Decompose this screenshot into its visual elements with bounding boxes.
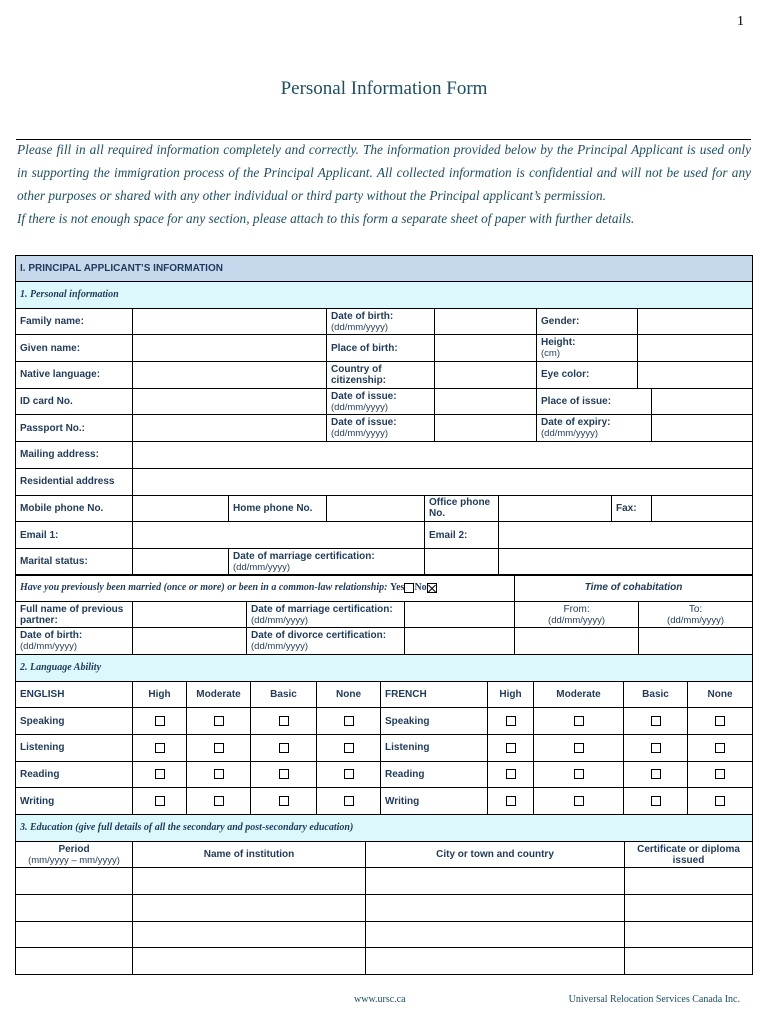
marital-row-blank <box>499 548 753 575</box>
city-field[interactable] <box>366 895 625 922</box>
city-country-header: City or town and country <box>366 841 625 868</box>
english-speaking-label: Speaking <box>16 708 133 735</box>
passport-field[interactable] <box>133 415 327 442</box>
prev-marriage-cert-field[interactable] <box>405 601 515 628</box>
english-speaking-basic-checkbox[interactable] <box>279 716 289 726</box>
mobile-phone-label: Mobile phone No. <box>16 495 133 522</box>
date-of-expiry-field[interactable] <box>652 415 753 442</box>
english-writing-none-checkbox[interactable] <box>344 796 354 806</box>
native-language-label: Native language: <box>16 362 133 389</box>
english-speaking-moderate-checkbox[interactable] <box>214 716 224 726</box>
previous-partner-label: Full name of previous partner: <box>16 601 133 628</box>
certificate-field[interactable] <box>625 948 753 975</box>
passport-label: Passport No.: <box>16 415 133 442</box>
french-writing-label: Writing <box>381 788 488 815</box>
previous-marriage-table <box>15 574 753 655</box>
id-card-field[interactable] <box>133 388 327 415</box>
french-label: FRENCH <box>381 681 488 708</box>
gender-field[interactable] <box>638 308 753 335</box>
english-reading-high-checkbox[interactable] <box>155 769 165 779</box>
institution-field[interactable] <box>133 868 366 895</box>
page-number: 1 <box>737 14 744 29</box>
city-field[interactable] <box>366 921 625 948</box>
family-name-field[interactable] <box>133 308 327 335</box>
certificate-field[interactable] <box>625 921 753 948</box>
french-reading-high-checkbox[interactable] <box>506 769 516 779</box>
prev-dob-label: Date of birth: (dd/mm/yyyy) <box>16 628 133 655</box>
english-basic-label: Basic <box>251 681 317 708</box>
period-field[interactable] <box>16 921 133 948</box>
french-reading-basic-checkbox[interactable] <box>651 769 661 779</box>
language-row-reading <box>16 761 753 788</box>
eye-color-label: Eye color: <box>537 362 638 389</box>
education-row <box>16 948 753 975</box>
home-phone-field[interactable] <box>327 495 425 522</box>
english-none-label: None <box>317 681 381 708</box>
institution-header: Name of institution <box>133 841 366 868</box>
marriage-cert-label: Date of marriage certification: (dd/mm/yyyy) <box>229 548 425 575</box>
english-label: ENGLISH <box>16 681 133 708</box>
country-citizenship-label: Country of citizenship: <box>327 362 435 389</box>
to-field[interactable] <box>639 628 753 655</box>
height-label: Height: (cm) <box>537 335 638 362</box>
french-speaking-basic-checkbox[interactable] <box>651 716 661 726</box>
from-field[interactable] <box>515 628 639 655</box>
office-phone-field[interactable] <box>499 495 612 522</box>
no-checkbox-checked[interactable] <box>427 583 437 593</box>
prev-marriage-cert-label: Date of marriage certification: (dd/mm/yyyy) <box>247 601 405 628</box>
fax-label: Fax: <box>612 495 652 522</box>
french-listening-none-checkbox[interactable] <box>715 743 725 753</box>
intro-paragraph-2: If there is not enough space for any section, please attach to this form a separate sheet of paper with further details. <box>17 211 635 226</box>
french-reading-moderate-checkbox[interactable] <box>574 769 584 779</box>
to-label: To: (dd/mm/yyyy) <box>639 601 753 628</box>
english-writing-moderate-checkbox[interactable] <box>214 796 224 806</box>
french-speaking-high-checkbox[interactable] <box>506 716 516 726</box>
email-2-label: Email 2: <box>425 522 499 549</box>
english-reading-moderate-checkbox[interactable] <box>214 769 224 779</box>
marital-status-label: Marital status: <box>16 548 133 575</box>
french-listening-moderate-checkbox[interactable] <box>574 743 584 753</box>
divorce-cert-label: Date of divorce certification: (dd/mm/yyyy) <box>247 628 405 655</box>
dob-field[interactable] <box>435 308 537 335</box>
native-language-field[interactable] <box>133 362 327 389</box>
french-writing-moderate-checkbox[interactable] <box>574 796 584 806</box>
french-writing-high-checkbox[interactable] <box>506 796 516 806</box>
french-basic-label: Basic <box>624 681 688 708</box>
footer-company: Universal Relocation Services Canada Inc. <box>568 994 740 1005</box>
language-heading: 2. Language Ability <box>16 655 753 682</box>
from-label: From: (dd/mm/yyyy) <box>515 601 639 628</box>
id-card-label: ID card No. <box>16 388 133 415</box>
marriage-cert-field[interactable] <box>425 548 499 575</box>
time-cohabitation-label: Time of cohabitation <box>515 575 753 602</box>
english-high-label: High <box>133 681 187 708</box>
email-1-label: Email 1: <box>16 522 133 549</box>
period-field[interactable] <box>16 948 133 975</box>
english-listening-basic-checkbox[interactable] <box>279 743 289 753</box>
prev-dob-field[interactable] <box>133 628 247 655</box>
english-listening-label: Listening <box>16 735 133 762</box>
period-field[interactable] <box>16 868 133 895</box>
education-heading: 3. Education (give full details of all the secondary and post-secondary education) <box>16 815 753 842</box>
country-citizenship-field[interactable] <box>435 362 537 389</box>
date-of-expiry-label: Date of expiry: (dd/mm/yyyy) <box>537 415 652 442</box>
institution-field[interactable] <box>133 948 366 975</box>
intro-paragraph-1: Please fill in all required information completely and correctly. The information provided below by the Principal Applicant is used only in supporting the immigration process of the Principal Applicant. All collected information is confidential and will not be used for any other purposes or shared with any other individual or third party without the Principal applicant’s permission. <box>17 142 751 203</box>
previous-partner-field[interactable] <box>133 601 247 628</box>
french-speaking-none-checkbox[interactable] <box>715 716 725 726</box>
email-2-field[interactable] <box>499 522 753 549</box>
english-listening-none-checkbox[interactable] <box>344 743 354 753</box>
french-none-label: None <box>688 681 753 708</box>
home-phone-label: Home phone No. <box>229 495 327 522</box>
education-table <box>15 814 753 975</box>
english-moderate-label: Moderate <box>187 681 251 708</box>
section-i-header: I. PRINCIPAL APPLICANT’S INFORMATION <box>16 256 753 282</box>
divorce-cert-field[interactable] <box>405 628 515 655</box>
eye-color-field[interactable] <box>638 362 753 389</box>
gender-label: Gender: <box>537 308 638 335</box>
french-high-label: High <box>488 681 534 708</box>
french-listening-basic-checkbox[interactable] <box>651 743 661 753</box>
personal-info-heading: 1. Personal information <box>16 282 753 309</box>
language-row-listening <box>16 735 753 762</box>
french-listening-high-checkbox[interactable] <box>506 743 516 753</box>
education-row <box>16 895 753 922</box>
mailing-address-field[interactable] <box>133 442 753 469</box>
english-listening-high-checkbox[interactable] <box>155 743 165 753</box>
period-header: Period (mm/yyyy – mm/yyyy) <box>16 841 133 868</box>
email-1-field[interactable] <box>133 522 425 549</box>
city-field[interactable] <box>366 868 625 895</box>
place-of-birth-label: Place of birth: <box>327 335 435 362</box>
french-moderate-label: Moderate <box>534 681 624 708</box>
residential-address-label: Residential address <box>16 468 133 495</box>
language-ability-table <box>15 654 753 815</box>
language-row-writing <box>16 788 753 815</box>
previously-married-question: Have you previously been married (once or more) or been in a common-law relationship: Yes No <box>16 575 515 602</box>
english-writing-basic-checkbox[interactable] <box>279 796 289 806</box>
education-row <box>16 868 753 895</box>
french-reading-none-checkbox[interactable] <box>715 769 725 779</box>
dob-label: Date of birth: (dd/mm/yyyy) <box>327 308 435 335</box>
french-reading-label: Reading <box>381 761 488 788</box>
personal-info-table <box>15 255 753 576</box>
office-phone-label: Office phone No. <box>425 495 499 522</box>
id-date-of-issue-label: Date of issue: (dd/mm/yyyy) <box>327 388 435 415</box>
english-writing-label: Writing <box>16 788 133 815</box>
french-writing-basic-checkbox[interactable] <box>651 796 661 806</box>
passport-date-of-issue-field[interactable] <box>435 415 537 442</box>
french-speaking-label: Speaking <box>381 708 488 735</box>
footer-url[interactable]: www.ursc.ca <box>354 994 406 1005</box>
yes-checkbox[interactable] <box>404 583 414 593</box>
place-of-issue-field[interactable] <box>652 388 753 415</box>
id-date-of-issue-field[interactable] <box>435 388 537 415</box>
page-title: Personal Information Form <box>280 78 488 99</box>
height-field[interactable] <box>638 335 753 362</box>
language-row-speaking <box>16 708 753 735</box>
intro-text <box>17 138 751 230</box>
education-row <box>16 921 753 948</box>
french-speaking-moderate-checkbox[interactable] <box>574 716 584 726</box>
place-of-issue-label: Place of issue: <box>537 388 652 415</box>
french-listening-label: Listening <box>381 735 488 762</box>
fax-field[interactable] <box>652 495 753 522</box>
given-name-field[interactable] <box>133 335 327 362</box>
marital-status-field[interactable] <box>133 548 229 575</box>
place-of-birth-field[interactable] <box>435 335 537 362</box>
english-speaking-none-checkbox[interactable] <box>344 716 354 726</box>
institution-field[interactable] <box>133 921 366 948</box>
passport-date-of-issue-label: Date of issue: (dd/mm/yyyy) <box>327 415 435 442</box>
city-field[interactable] <box>366 948 625 975</box>
english-listening-moderate-checkbox[interactable] <box>214 743 224 753</box>
french-writing-none-checkbox[interactable] <box>715 796 725 806</box>
certificate-field[interactable] <box>625 868 753 895</box>
english-reading-label: Reading <box>16 761 133 788</box>
english-reading-none-checkbox[interactable] <box>344 769 354 779</box>
institution-field[interactable] <box>133 895 366 922</box>
certificate-header: Certificate or diploma issued <box>625 841 753 868</box>
period-field[interactable] <box>16 895 133 922</box>
english-reading-basic-checkbox[interactable] <box>279 769 289 779</box>
english-writing-high-checkbox[interactable] <box>155 796 165 806</box>
family-name-label: Family name: <box>16 308 133 335</box>
mailing-address-label: Mailing address: <box>16 442 133 469</box>
certificate-field[interactable] <box>625 895 753 922</box>
residential-address-field[interactable] <box>133 468 753 495</box>
english-speaking-high-checkbox[interactable] <box>155 716 165 726</box>
mobile-phone-field[interactable] <box>133 495 229 522</box>
given-name-label: Given name: <box>16 335 133 362</box>
